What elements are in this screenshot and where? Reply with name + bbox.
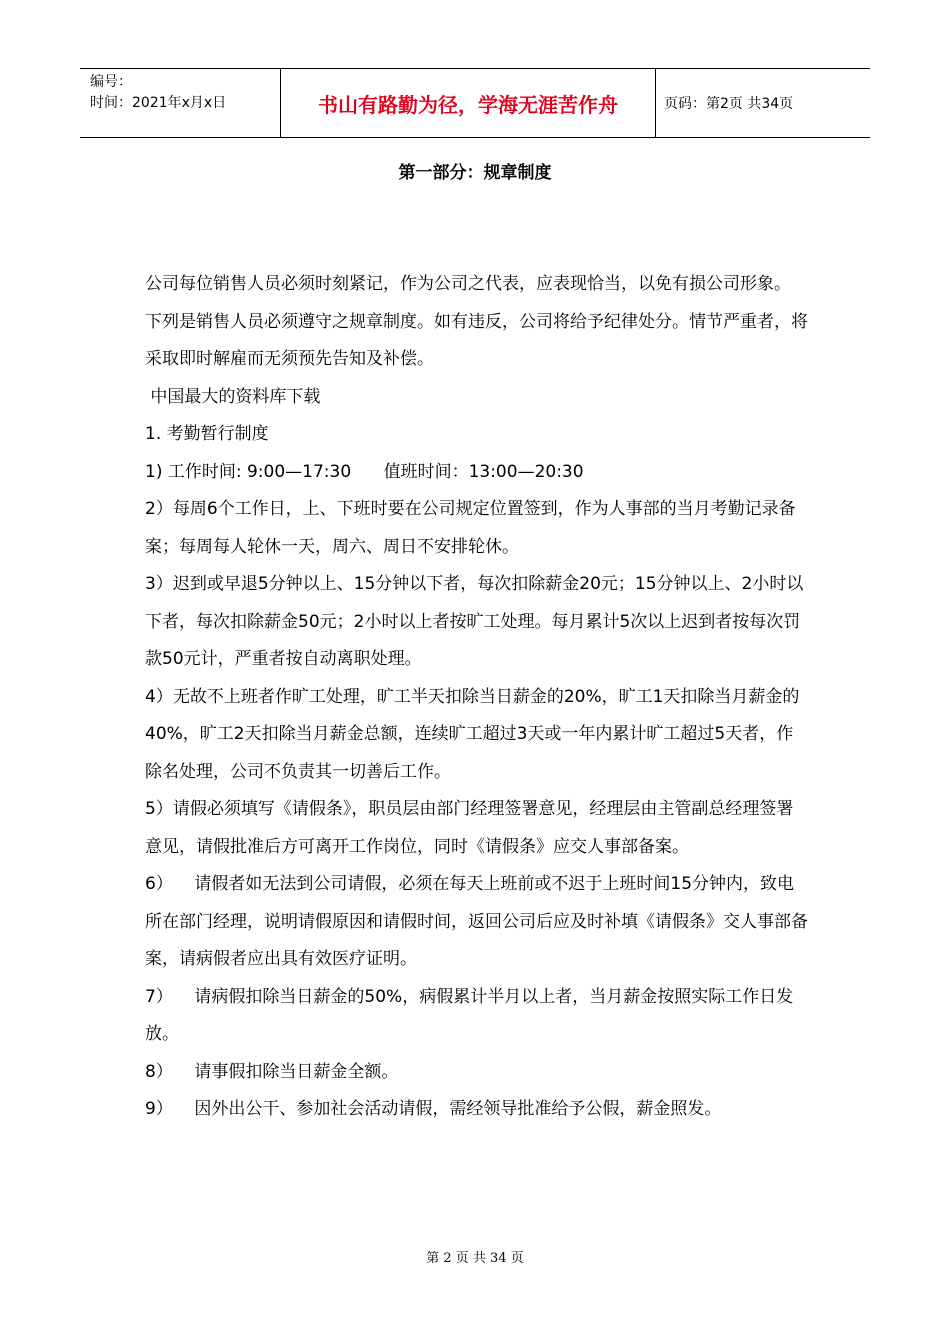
paragraph: 2）每周6个工作日，上、下班时要在公司规定位置签到，作为人事部的当月考勤记录备案；每周每人轮休一天，周六、周日不安排轮休。 bbox=[145, 499, 796, 557]
header-page-info: 页码：第2页 共34页 bbox=[664, 96, 794, 112]
paragraph: 5）请假必须填写《请假条》，职员层由部门经理签署意见，经理层由主管副总经理签署意见，请假批准后方可离开工作岗位，同时《请假条》应交人事部备案。 bbox=[145, 799, 794, 857]
paragraph: 下列是销售人员必须遵守之规章制度。如有违反，公司将给予纪律处分。情节严重者，将采取即时解雇而无须预先告知及补偿。 bbox=[145, 311, 808, 369]
paragraph: 4）无故不上班者作旷工处理，旷工半天扣除当日薪金的20%，旷工1天扣除当月薪金的40%，旷工2天扣除当月薪金总额，连续旷工超过3天或一年内累计旷工超过5天者，作除名处理，公司不负责其一切善后工作。 bbox=[145, 686, 800, 782]
paragraph: 8） 请事假扣除当日薪金全额。 bbox=[145, 1061, 399, 1082]
document-body bbox=[145, 266, 810, 1129]
paragraph: 3）迟到或早退5分钟以上、15分钟以下者，每次扣除薪金20元；15分钟以上、2小时以下者，每次扣除薪金50元；2小时以上者按旷工处理。每月累计5次以上迟到者按每次罚款50元计，严重者按自动离职处理。 bbox=[145, 574, 804, 669]
document-number: 编号： bbox=[90, 74, 132, 90]
paragraph: 1) 工作时间: 9:00—17:30 值班时间：13:00—20:30 bbox=[145, 461, 584, 482]
paragraph: 9） 因外出公干、参加社会活动请假，需经领导批准给予公假，薪金照发。 bbox=[145, 1099, 722, 1119]
header-meta bbox=[80, 69, 281, 137]
header-motto: 书山有路勤为径，学海无涯苦作舟 bbox=[281, 69, 656, 137]
paragraph: 7） 请病假扣除当日薪金的50%，病假累计半月以上者，当月薪金按照实际工作日发放。 bbox=[145, 986, 794, 1044]
page-footer: 第 2 页 共 34 页 bbox=[426, 1251, 524, 1266]
page-header bbox=[80, 68, 870, 138]
paragraph: 6） 请假者如无法到公司请假，必须在每天上班前或不迟于上班时间15分钟内，致电所在部门经理，说明请假原因和请假时间，返回公司后应及时补填《请假条》交人事部备案，请病假者应出具有效医疗证明。 bbox=[145, 874, 808, 969]
document-date: 时间：2021年x月x日 bbox=[90, 95, 227, 111]
paragraph: 1. 考勤暂行制度 bbox=[145, 424, 269, 444]
paragraph: 中国最大的资料库下载 bbox=[145, 386, 321, 407]
paragraph: 公司每位销售人员必须时刻紧记，作为公司之代表，应表现恰当，以免有损公司形象。 bbox=[145, 274, 791, 294]
section-title: 第一部分：规章制度 bbox=[398, 163, 552, 183]
